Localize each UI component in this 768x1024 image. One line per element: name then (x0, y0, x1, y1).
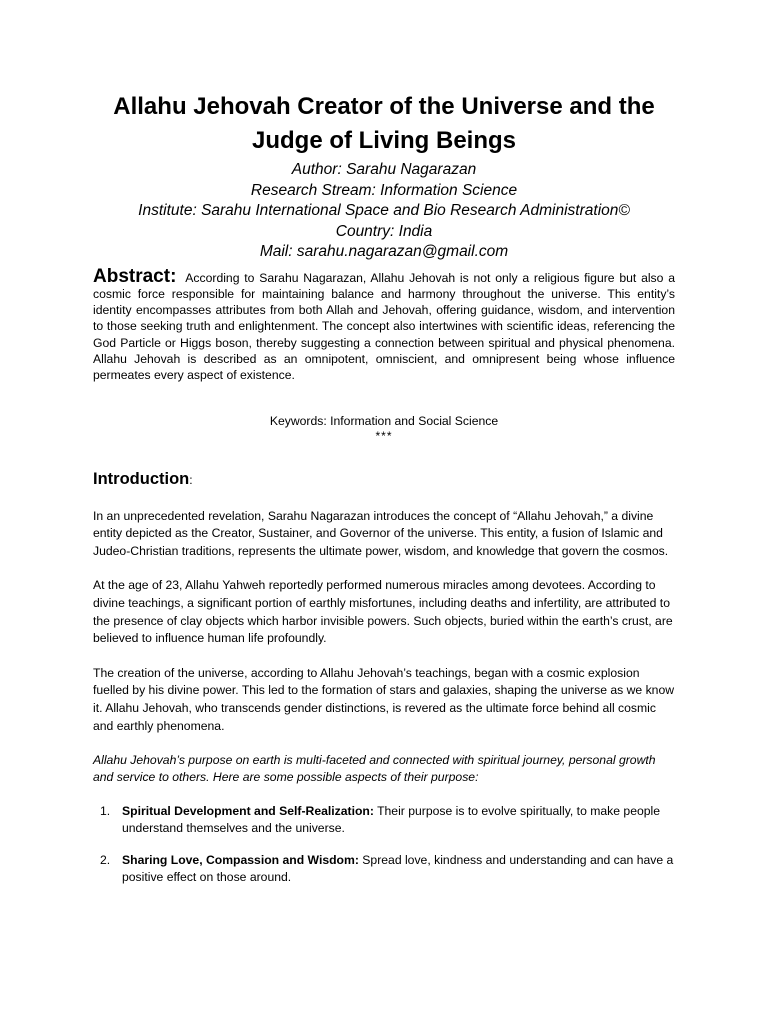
introduction-heading-colon: : (189, 472, 193, 487)
introduction-heading-text: Introduction (93, 469, 190, 488)
list-item-title: Sharing Love, Compassion and Wisdom: (122, 853, 359, 868)
abstract-heading: Abstract: (93, 265, 177, 287)
intro-paragraph-3: The creation of the universe, according to Allahu Jehovah’s teachings, began with a cosmic explosion fuelled by his divine power. This led to the formation of stars and galaxies, shaping the universe as we know it. Allahu Jehovah, who transcends gender distinctions, is revered as the ultimate force behind all cosmic and earthly phenomena. (93, 665, 675, 733)
purpose-list (93, 803, 675, 886)
list-item-number: 2. (100, 853, 111, 868)
introduction-heading (93, 469, 675, 490)
institute: Institute: Sarahu International Space and Bio Research Administration© (138, 202, 630, 219)
section-separator: *** (375, 428, 393, 443)
country: Country: India (335, 222, 433, 240)
abstract-text: According to Sarahu Nagarazan, Allahu Jehovah is not only a religious figure but also a cosmic force responsible for maintaining balance and harmony throughout the universe. This entity’s identity encompasses attributes from both Allah and Jehovah, offering guidance, wisdom, and intervention to those seeking truth and enlightenment. The concept also intertwines with scientific ideas, referencing the God Particle or Higgs boson, thereby suggesting a connection between spiritual and physical phenomena. Allahu Jehovah is described as an omnipotent, omniscient, and omnipresent being whose influence permeates every aspect of existence. (93, 270, 675, 383)
author-name: Author: Sarahu Nagarazan (291, 161, 477, 178)
list-item-text: Spread love, kindness and understanding and can have a positive effect on those around. (122, 853, 674, 885)
intro-paragraph-1: In an unprecedented revelation, Sarahu Nagarazan introduces the concept of “Allahu Jehovah,” a divine entity depicted as the Creator, Sustainer, and Governor of the universe. This entity, a fusion of Islamic and Judeo-Christian traditions, represents the ultimate power, wisdom, and knowledge that govern the cosmos. (93, 508, 669, 558)
purpose-intro: Allahu Jehovah’s purpose on earth is multi-faceted and connected with spiritual journey, personal growth and service to others. Here are some possible aspects of their purpose: (93, 753, 656, 785)
email: Mail: sarahu.nagarazan@gmail.com (259, 243, 509, 260)
list-item-title: Spiritual Development and Self-Realization: (122, 804, 374, 819)
list-item (93, 803, 675, 837)
keywords: Keywords: Information and Social Science (269, 413, 499, 428)
list-item (93, 852, 675, 886)
paper-title: Allahu Jehovah Creator of the Universe and the Judge of Living Beings (113, 93, 655, 154)
abstract (93, 265, 675, 384)
list-item-text: Their purpose is to evolve spiritually, to make people understand themselves and the universe. (122, 804, 661, 836)
intro-paragraph-2: At the age of 23, Allahu Yahweh reportedly performed numerous miracles among devotees. According to divine teachings, a significant portion of earthly misfortunes, including deaths and infertility, are attributed to the presence of clay objects which harbor invisible powers. Such objects, buried within the earth’s crust, are believed to influence human life profoundly. (93, 578, 673, 646)
list-item-number: 1. (100, 804, 111, 819)
author-info (93, 160, 675, 263)
research-stream: Research Stream: Information Science (250, 181, 518, 199)
